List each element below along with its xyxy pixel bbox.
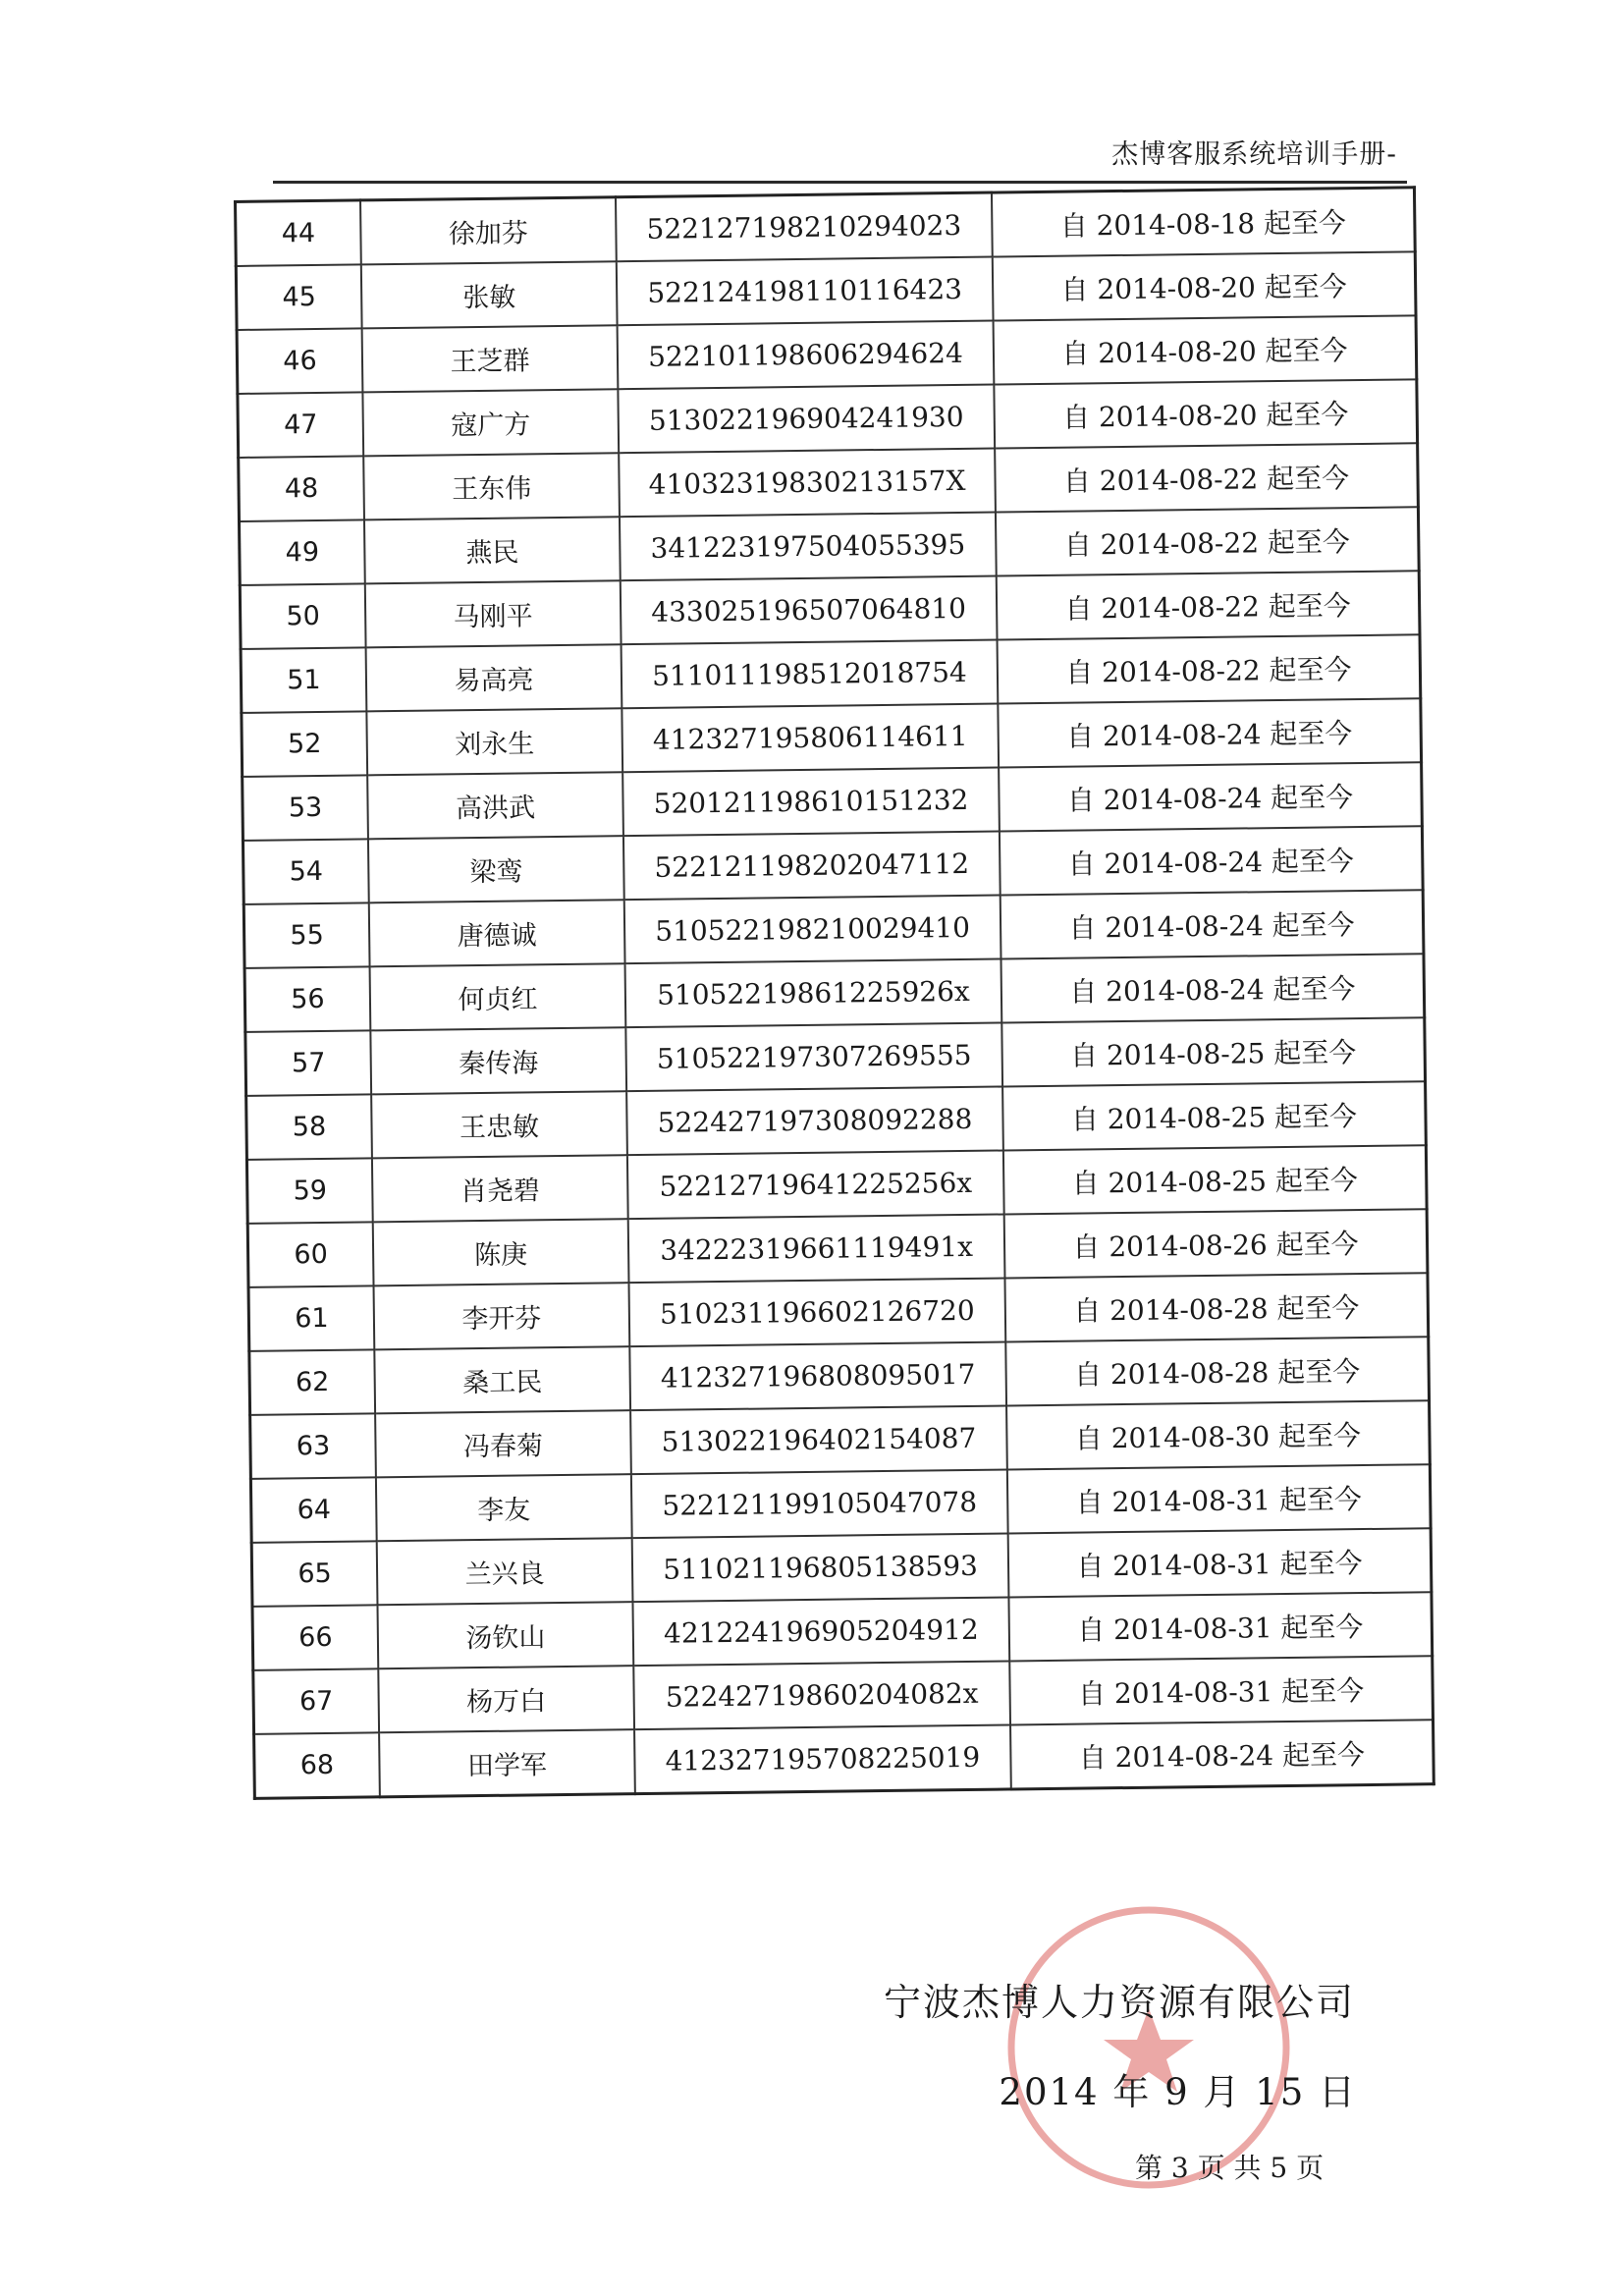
row-number: 50 [240, 583, 365, 649]
id-number: 52242719860204082x [633, 1661, 1010, 1729]
employee-name: 汤钦山 [377, 1602, 633, 1668]
company-name: 宁波杰博人力资源有限公司 [884, 1981, 1356, 2024]
id-number: 510522198210029410 [624, 896, 1001, 964]
id-number: 52212719641225256x [627, 1150, 1004, 1219]
employment-period: 自 2014-08-20 起至今 [994, 315, 1417, 384]
id-number: 522101198606294624 [618, 321, 995, 390]
row-number: 61 [248, 1285, 374, 1351]
employment-period: 自 2014-08-24 起至今 [998, 698, 1421, 767]
employment-period: 自 2014-08-26 起至今 [1004, 1209, 1428, 1278]
employee-name: 马刚平 [365, 580, 622, 647]
employee-name: 高洪武 [367, 772, 623, 839]
employee-name: 秦传海 [370, 1027, 626, 1094]
id-number: 433025196507064810 [621, 576, 998, 645]
employment-period: 自 2014-08-28 起至今 [1005, 1337, 1429, 1405]
employee-name: 王忠敏 [371, 1091, 627, 1158]
header-title: 杰博客服系统培训手册- [1111, 139, 1397, 170]
id-number: 522127198210294023 [616, 192, 993, 261]
id-number: 522427197308092288 [626, 1087, 1003, 1156]
employment-period: 自 2014-08-24 起至今 [999, 762, 1422, 831]
row-number: 68 [254, 1732, 380, 1798]
page-number: 第 3 页 共 5 页 [1135, 2152, 1325, 2184]
row-number: 49 [239, 519, 364, 585]
employment-period: 自 2014-08-31 起至今 [1007, 1464, 1431, 1533]
employee-name: 冯春菊 [375, 1410, 631, 1477]
employment-period: 自 2014-08-30 起至今 [1006, 1400, 1430, 1469]
employment-period: 自 2014-08-24 起至今 [1001, 954, 1424, 1022]
id-number: 510231196602126720 [629, 1278, 1006, 1346]
id-number: 412327195708225019 [634, 1724, 1011, 1793]
employment-period: 自 2014-08-20 起至今 [994, 379, 1417, 448]
employee-name: 徐加芬 [360, 197, 617, 265]
id-number: 51052219861225926x [625, 959, 1002, 1028]
row-number: 45 [236, 264, 361, 330]
row-number: 58 [246, 1094, 372, 1160]
employee-table-body [236, 188, 1434, 1799]
row-number: 54 [243, 839, 368, 904]
employment-period: 自 2014-08-25 起至今 [1002, 1081, 1426, 1150]
row-number: 44 [236, 200, 361, 266]
row-number: 52 [242, 711, 367, 777]
row-number: 67 [253, 1668, 379, 1734]
employee-name: 王东伟 [363, 453, 620, 519]
row-number: 62 [249, 1349, 375, 1415]
id-number: 522121199105047078 [631, 1469, 1008, 1538]
row-number: 55 [243, 902, 369, 968]
employment-period: 自 2014-08-31 起至今 [1008, 1592, 1432, 1661]
row-number: 51 [241, 647, 366, 713]
employee-name: 燕民 [364, 517, 621, 583]
row-number: 56 [244, 966, 370, 1032]
employment-period: 自 2014-08-22 起至今 [995, 443, 1418, 512]
row-number: 47 [238, 392, 363, 458]
id-number: 513022196904241930 [618, 385, 995, 454]
row-number: 48 [239, 456, 364, 521]
employment-period: 自 2014-08-31 起至今 [1009, 1656, 1433, 1724]
row-number: 65 [251, 1541, 377, 1607]
id-number: 34222319661119491x [628, 1214, 1005, 1283]
employee-name: 何贞红 [370, 963, 626, 1030]
id-number: 522121198202047112 [623, 832, 1001, 901]
issue-date: 2014 年 9 月 15 日 [999, 2071, 1357, 2113]
id-number: 513022196402154087 [630, 1405, 1007, 1474]
employment-period: 自 2014-08-25 起至今 [1003, 1145, 1427, 1214]
employee-name: 寇广方 [362, 389, 619, 456]
employee-name: 李开芬 [373, 1283, 629, 1349]
employee-table-wrapper [234, 186, 1435, 1800]
employee-name: 易高亮 [366, 644, 622, 711]
id-number: 511011198512018754 [622, 640, 999, 709]
employment-period: 自 2014-08-24 起至今 [1010, 1720, 1434, 1789]
employee-name: 王芝群 [362, 325, 619, 392]
id-number: 421224196905204912 [632, 1597, 1009, 1666]
row-number: 53 [243, 775, 368, 841]
employment-period: 自 2014-08-22 起至今 [996, 507, 1419, 575]
id-number: 520121198610151232 [622, 768, 1000, 837]
employment-period: 自 2014-08-24 起至今 [1001, 890, 1424, 958]
employee-name: 兰兴良 [377, 1538, 633, 1605]
employee-name: 刘永生 [366, 708, 622, 775]
employment-period: 自 2014-08-22 起至今 [997, 571, 1420, 639]
employee-name: 陈庚 [373, 1219, 629, 1285]
id-number: 41032319830213157X [619, 449, 996, 518]
row-number: 60 [247, 1222, 373, 1287]
id-number: 522124198110116423 [617, 257, 994, 326]
employment-period: 自 2014-08-18 起至今 [992, 188, 1415, 257]
employee-name: 肖尧碧 [372, 1155, 628, 1222]
row-number: 66 [252, 1605, 378, 1670]
row-number: 64 [250, 1477, 376, 1543]
employment-period: 自 2014-08-20 起至今 [993, 251, 1416, 320]
id-number: 511021196805138593 [632, 1533, 1009, 1602]
id-number: 510522197307269555 [625, 1023, 1002, 1092]
page-header [273, 118, 1407, 184]
row-number: 59 [246, 1158, 372, 1224]
employee-name: 桑工民 [374, 1346, 630, 1413]
employment-period: 自 2014-08-31 起至今 [1008, 1528, 1432, 1597]
employee-name: 田学军 [379, 1729, 635, 1797]
employment-period: 自 2014-08-24 起至今 [1000, 826, 1423, 895]
employee-name: 张敏 [361, 261, 618, 328]
id-number: 412327195806114611 [622, 704, 999, 773]
table-row [254, 1720, 1434, 1798]
employee-name: 李友 [376, 1474, 632, 1541]
id-number: 341223197504055395 [620, 513, 997, 581]
employment-period: 自 2014-08-22 起至今 [997, 634, 1420, 703]
employee-name: 唐德诚 [369, 900, 625, 966]
row-number: 63 [250, 1413, 376, 1479]
row-number: 57 [245, 1030, 371, 1096]
employment-period: 自 2014-08-28 起至今 [1004, 1273, 1428, 1341]
row-number: 46 [237, 328, 362, 394]
employee-table [234, 186, 1435, 1800]
employee-name: 杨万白 [378, 1666, 634, 1732]
employment-period: 自 2014-08-25 起至今 [1001, 1017, 1425, 1086]
employee-name: 梁鸾 [368, 836, 624, 902]
id-number: 412327196808095017 [629, 1341, 1006, 1410]
